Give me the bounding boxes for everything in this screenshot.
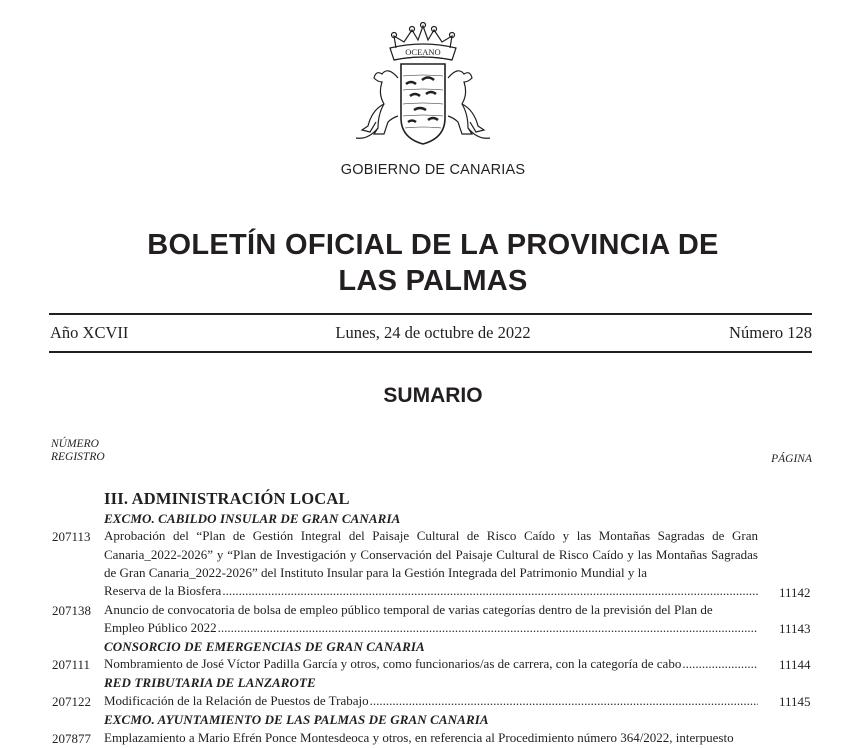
column-header-registro: NÚMERO REGISTRO [51,438,105,463]
column-header-pagina: PÁGINA [771,453,812,465]
summary-heading: SUMARIO [383,384,483,407]
bulletin-title-line-1: BOLETÍN OFICIAL DE LA PROVINCIA DE [147,229,719,261]
registry-number: 207122 [52,694,91,709]
dot-leader [682,655,758,674]
page-number: 11145 [779,694,811,709]
entry-description-last-line[interactable]: Reserva de la Biosfera ..... [104,582,758,601]
page-number: 11143 [779,621,811,636]
registry-number: 207877 [52,731,91,746]
year-label: Año XCVII [50,323,129,342]
entity-heading: EXCMO. CABILDO INSULAR DE GRAN CANARIA [104,511,401,526]
dot-leader [370,692,758,711]
entity-heading: RED TRIBUTARIA DE LANZAROTE [104,675,316,690]
header-rule-top [49,313,812,315]
entry-description[interactable]: Anuncio de convocatoria de bolsa de empleo público temporal de varias categorías dentro de la previsión del Plan de [104,602,713,617]
bulletin-title [0,227,866,299]
entry-description-last-line[interactable]: Empleo Público 2022 ..... [104,619,758,638]
issue-number: Número 128 [729,323,812,342]
issue-date: Lunes, 24 de octubre de 2022 [335,323,531,342]
registry-number: 207111 [52,657,91,672]
government-name: GOBIERNO DE CANARIAS [340,162,526,178]
registry-number: 207113 [52,529,91,544]
coat-of-arms-emblem [348,22,498,152]
dot-leader [222,582,758,601]
section-heading: III. ADMINISTRACIÓN LOCAL [104,489,350,508]
page-number: 11142 [779,585,811,600]
entry-description[interactable]: Emplazamiento a Mario Efrén Ponce Montesdeoca y otros, en referencia al Procedimiento número 364/2022, interpuesto [104,730,734,745]
entry-description[interactable]: Aprobación del “Plan de Gestión Integral del Paisaje Cultural de Risco Caído y las Montañas Sagradas de Gran Canaria_2022-2026” y “Plan de Investigación y Conservación del Paisaje Cultural de Risco Caído y las Montañas Sagradas de Gran Canaria_2022-2026” del Instituto Insular para la Gestión Integrada del Patrimonio Mundial y la [104,528,758,580]
dot-leader [218,619,758,638]
header-rule-bottom [49,351,812,353]
registry-number: 207138 [52,603,91,618]
entry-description-last-line[interactable]: Nombramiento de José Víctor Padilla García y otros, como funcionarios/as de carrera, con la categoría de cabo ..... [104,655,758,674]
entry-description-last-line[interactable]: Modificación de la Relación de Puestos de Trabajo ..... [104,692,758,711]
entity-heading: CONSORCIO DE EMERGENCIAS DE GRAN CANARIA [104,639,425,654]
emblem-text: OCEANO [405,47,441,57]
page-number: 11144 [779,657,811,672]
bulletin-title-line-2: LAS PALMAS [338,265,528,297]
entity-heading: EXCMO. AYUNTAMIENTO DE LAS PALMAS DE GRAN CANARIA [104,712,489,727]
